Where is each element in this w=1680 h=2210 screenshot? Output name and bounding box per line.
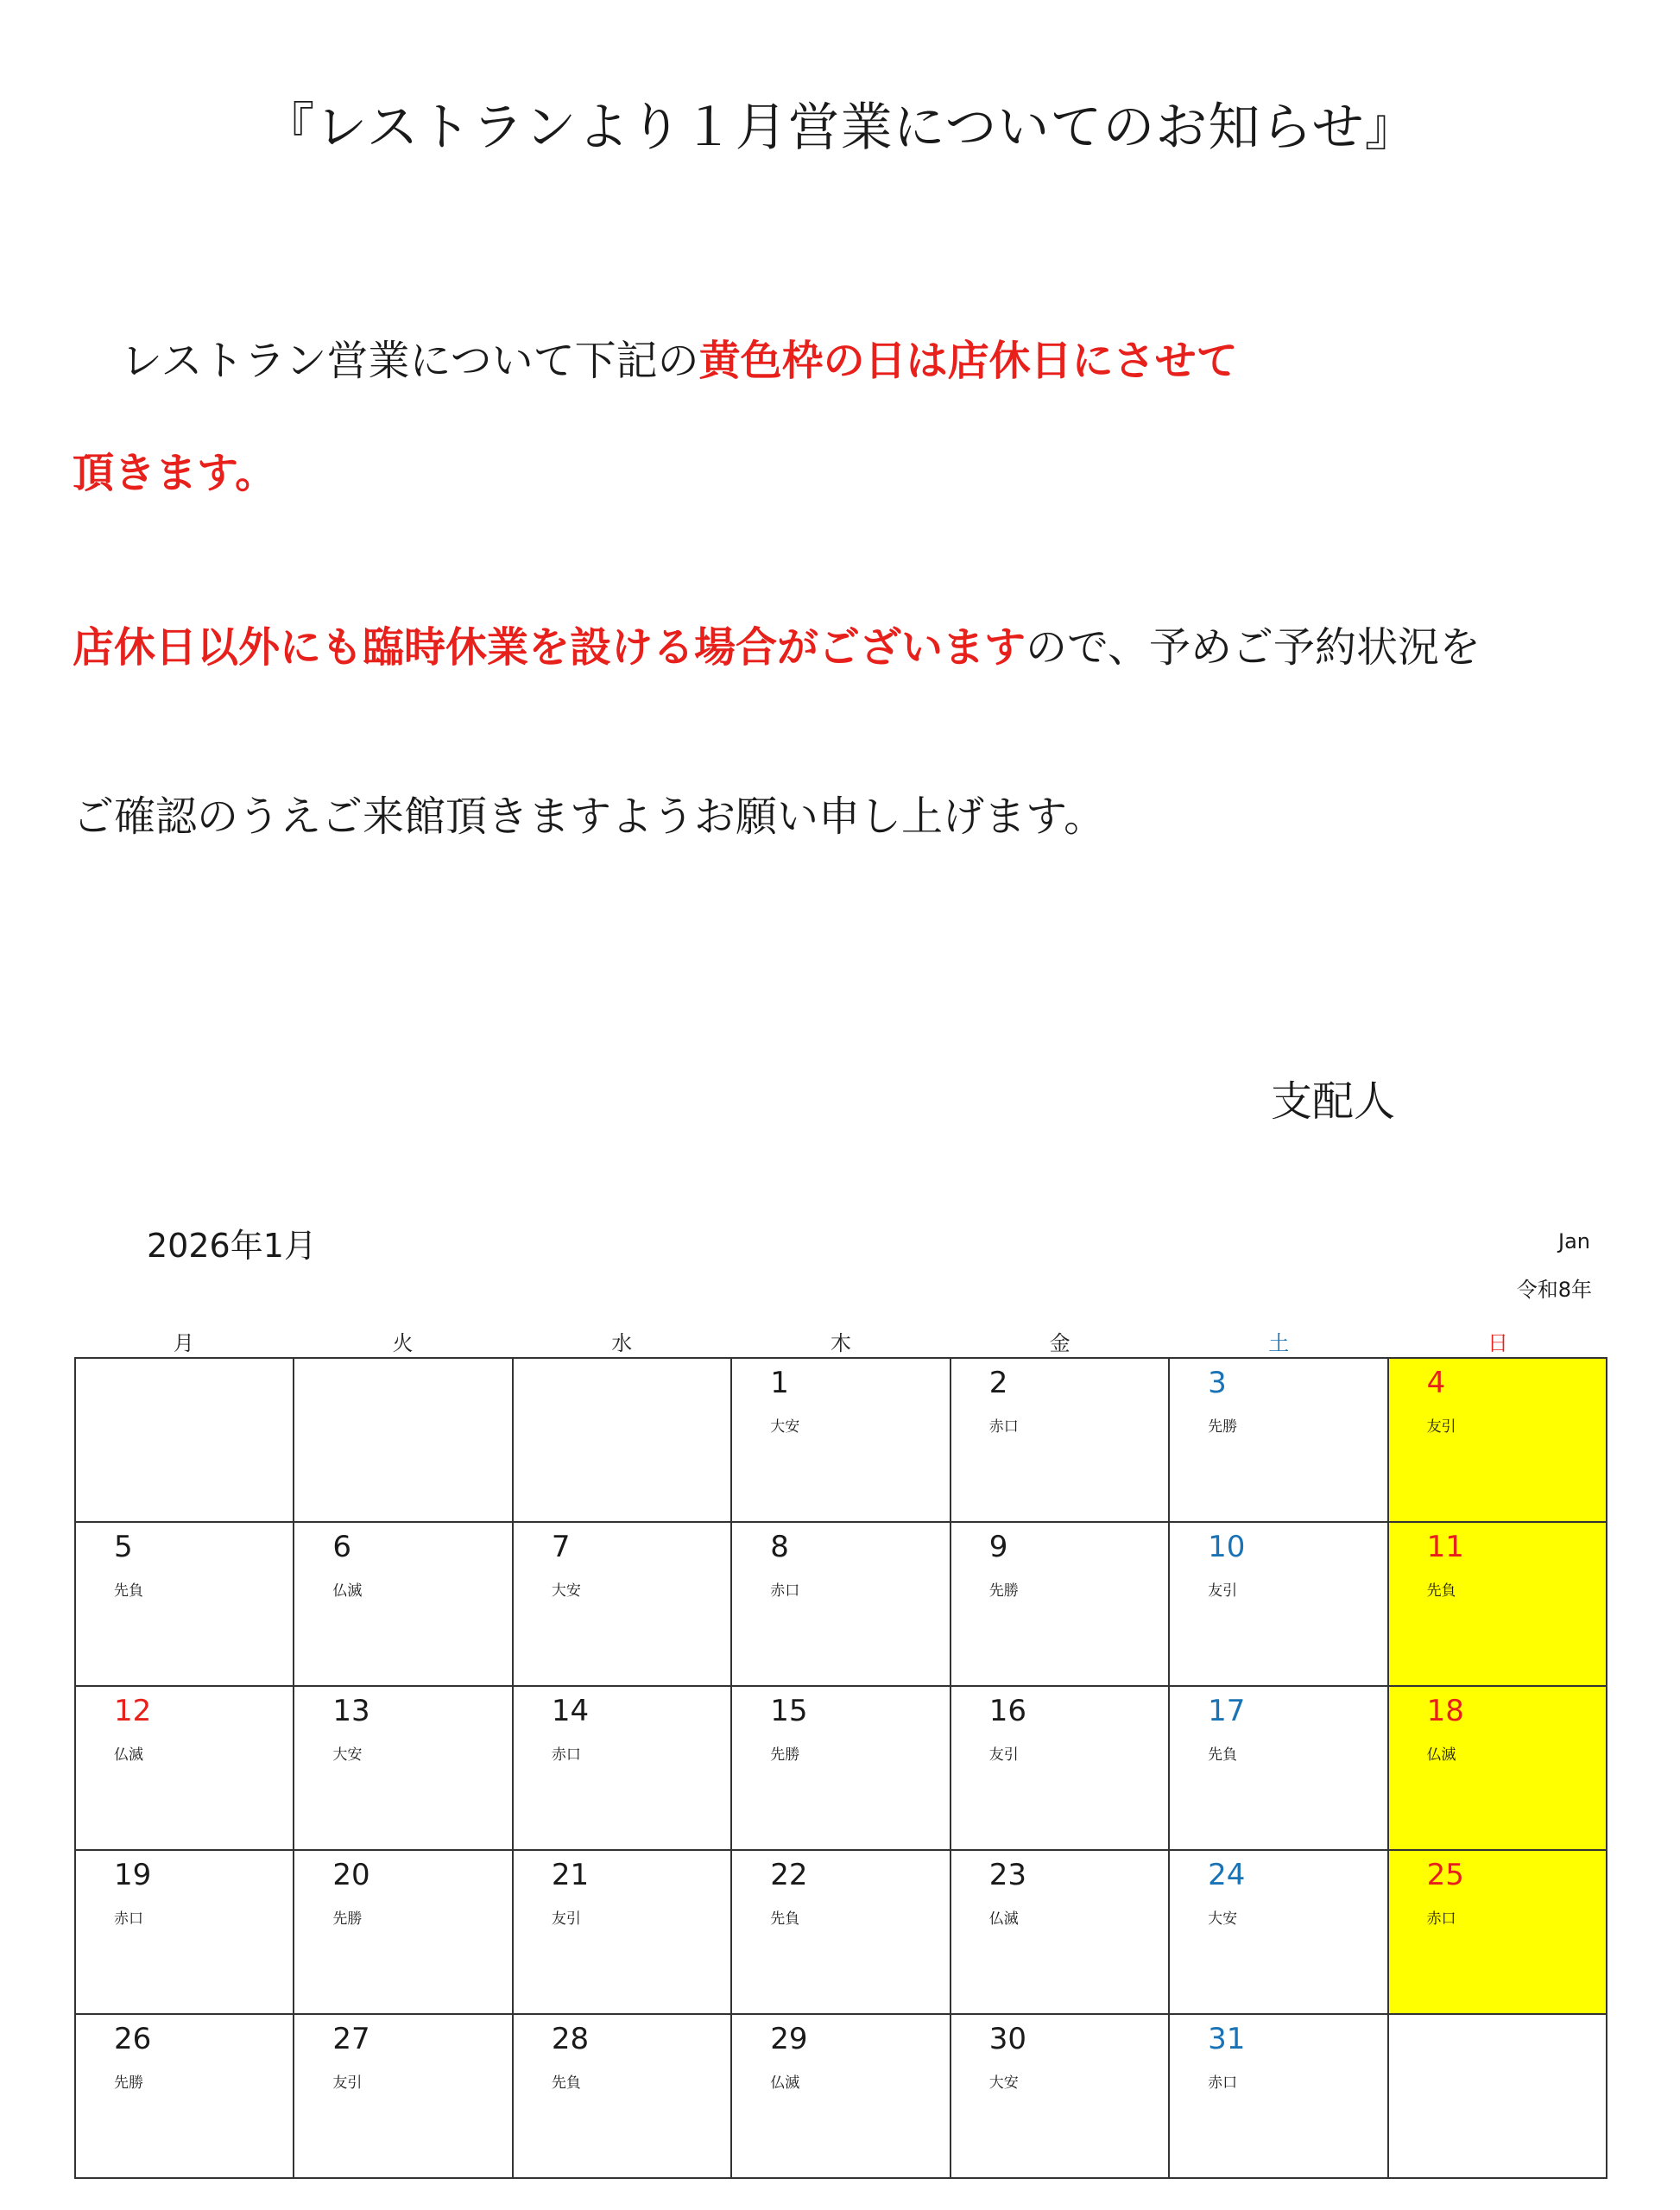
calendar-day-cell (951, 1687, 1170, 1851)
calendar-day-cell (1389, 1851, 1607, 2015)
notice-paragraph-4 (73, 789, 1105, 844)
calendar-day-cell (294, 2015, 513, 2179)
rokuyo-label: 先負 (114, 1582, 143, 1600)
rokuyo-label: 先負 (1426, 1582, 1456, 1600)
calendar-day-cell (732, 1359, 951, 1523)
rokuyo-label: 赤口 (1208, 2074, 1238, 2092)
calendar-day-cell (1389, 1523, 1607, 1687)
rokuyo-label: 友引 (332, 2074, 363, 2092)
signer: 支配人 (1271, 1077, 1396, 1126)
day-number: 12 (114, 1694, 152, 1728)
calendar-day-cell (1170, 2015, 1388, 2179)
rokuyo-label: 先負 (551, 2074, 581, 2092)
rokuyo-label: 先負 (1208, 1746, 1238, 1764)
rokuyo-label: 友引 (1208, 1582, 1238, 1600)
day-number: 23 (988, 1858, 1026, 1892)
rokuyo-label: 赤口 (770, 1582, 800, 1600)
calendar-day-cell (951, 1359, 1170, 1523)
rokuyo-label: 赤口 (988, 1418, 1019, 1436)
calendar-day-cell (294, 1687, 513, 1851)
calendar-day-cell (951, 1851, 1170, 2015)
weekday-label: 金 (1049, 1331, 1071, 1355)
calendar-day-cell (732, 1851, 951, 2015)
day-number: 22 (770, 1858, 808, 1892)
calendar-day-cell (76, 1523, 294, 1687)
page-title: 『レストランより１月営業についてのお知らせ』 (262, 98, 1418, 158)
day-number: 11 (1426, 1530, 1464, 1564)
day-number: 3 (1208, 1366, 1227, 1400)
day-number: 6 (332, 1530, 352, 1564)
rokuyo-label: 仏滅 (332, 1582, 363, 1600)
calendar-day-cell (76, 1687, 294, 1851)
rokuyo-label: 先勝 (1208, 1418, 1238, 1436)
calendar-day-cell (514, 1851, 732, 2015)
calendar-day-cell (1389, 1687, 1607, 1851)
day-number: 29 (770, 2022, 808, 2056)
rokuyo-label: 仏滅 (988, 1910, 1019, 1928)
rokuyo-label: 大安 (332, 1746, 363, 1764)
weekday-label-saturday: 土 (1268, 1331, 1290, 1355)
day-number: 10 (1208, 1530, 1246, 1564)
calendar-title: 2026年1月 (147, 1227, 317, 1265)
rokuyo-label: 赤口 (1426, 1910, 1456, 1928)
day-number: 8 (770, 1530, 789, 1564)
rokuyo-label: 友引 (551, 1910, 581, 1928)
day-number: 4 (1426, 1366, 1446, 1400)
weekday-label: 月 (173, 1331, 194, 1355)
calendar-day-cell (294, 1359, 513, 1523)
rokuyo-label: 仏滅 (114, 1746, 143, 1764)
calendar-day-cell (1170, 1523, 1388, 1687)
calendar-day-cell (1389, 2015, 1607, 2179)
day-number: 14 (551, 1694, 590, 1728)
rokuyo-label: 仏滅 (770, 2074, 800, 2092)
notice-highlight: 店休日以外にも臨時休業を設ける場合がございます (73, 623, 1026, 672)
notice-text: ご確認のうえご来館頂きますようお願い申し上げます。 (73, 792, 1106, 841)
notice-paragraph-3 (73, 620, 1481, 675)
day-number: 16 (988, 1694, 1026, 1728)
calendar-day-cell (951, 2015, 1170, 2179)
calendar-day-cell (1389, 1359, 1607, 1523)
day-number: 25 (1426, 1858, 1464, 1892)
notice-highlight: 頂きます。 (73, 449, 277, 497)
rokuyo-label: 先負 (770, 1910, 800, 1928)
day-number: 30 (988, 2022, 1026, 2056)
day-number: 20 (332, 1858, 370, 1892)
day-number: 17 (1208, 1694, 1246, 1728)
calendar-day-cell (76, 1359, 294, 1523)
rokuyo-label: 先勝 (770, 1746, 800, 1764)
day-number: 5 (114, 1530, 133, 1564)
weekday-label: 火 (392, 1331, 414, 1355)
notice-paragraph-2 (73, 445, 276, 501)
calendar-day-cell (732, 2015, 951, 2179)
calendar-day-cell (76, 1851, 294, 2015)
day-number: 2 (988, 1366, 1008, 1400)
weekday-header (74, 1326, 1607, 1357)
day-number: 1 (770, 1366, 789, 1400)
weekday-label-sunday: 日 (1487, 1331, 1508, 1355)
day-number: 9 (988, 1530, 1008, 1564)
day-number: 13 (332, 1694, 370, 1728)
rokuyo-label: 大安 (770, 1418, 800, 1436)
rokuyo-label: 大安 (551, 1582, 581, 1600)
calendar-day-cell (951, 1523, 1170, 1687)
notice-text: ので、予めご予約状況を (1026, 623, 1481, 672)
calendar-day-cell (514, 1687, 732, 1851)
rokuyo-label: 友引 (988, 1746, 1019, 1764)
calendar-day-cell (1170, 1687, 1388, 1851)
calendar-day-cell (514, 1523, 732, 1687)
day-number: 19 (114, 1858, 152, 1892)
rokuyo-label: 先勝 (114, 2074, 143, 2092)
day-number: 7 (551, 1530, 571, 1564)
day-number: 31 (1208, 2022, 1246, 2056)
calendar-day-cell (732, 1523, 951, 1687)
calendar-day-cell (294, 1851, 513, 2015)
day-number: 27 (332, 2022, 370, 2056)
day-number: 24 (1208, 1858, 1246, 1892)
calendar-day-cell (732, 1687, 951, 1851)
calendar-day-cell (514, 2015, 732, 2179)
calendar-english-month: Jan (1558, 1229, 1590, 1253)
day-number: 28 (551, 2022, 590, 2056)
calendar-day-cell (514, 1359, 732, 1523)
calendar-day-cell (294, 1523, 513, 1687)
rokuyo-label: 大安 (1208, 1910, 1238, 1928)
calendar-grid (74, 1357, 1607, 2179)
day-number: 21 (551, 1858, 590, 1892)
calendar-day-cell (1170, 1851, 1388, 2015)
calendar-era: 令和8年 (1516, 1278, 1592, 1302)
rokuyo-label: 友引 (1426, 1418, 1456, 1436)
weekday-label: 水 (611, 1331, 633, 1355)
weekday-label: 木 (830, 1331, 851, 1355)
calendar-day-cell (76, 2015, 294, 2179)
day-number: 15 (770, 1694, 808, 1728)
rokuyo-label: 赤口 (114, 1910, 143, 1928)
rokuyo-label: 先勝 (988, 1582, 1019, 1600)
notice-highlight: 黄色枠の日は店休日にさせて (698, 337, 1238, 385)
day-number: 18 (1426, 1694, 1464, 1728)
rokuyo-label: 赤口 (551, 1746, 581, 1764)
notice-text: レストラン営業について下記の (121, 337, 699, 385)
rokuyo-label: 先勝 (332, 1910, 363, 1928)
day-number: 26 (114, 2022, 152, 2056)
rokuyo-label: 大安 (988, 2074, 1019, 2092)
rokuyo-label: 仏滅 (1426, 1746, 1456, 1764)
notice-paragraph-1 (121, 333, 1238, 388)
calendar-day-cell (1170, 1359, 1388, 1523)
